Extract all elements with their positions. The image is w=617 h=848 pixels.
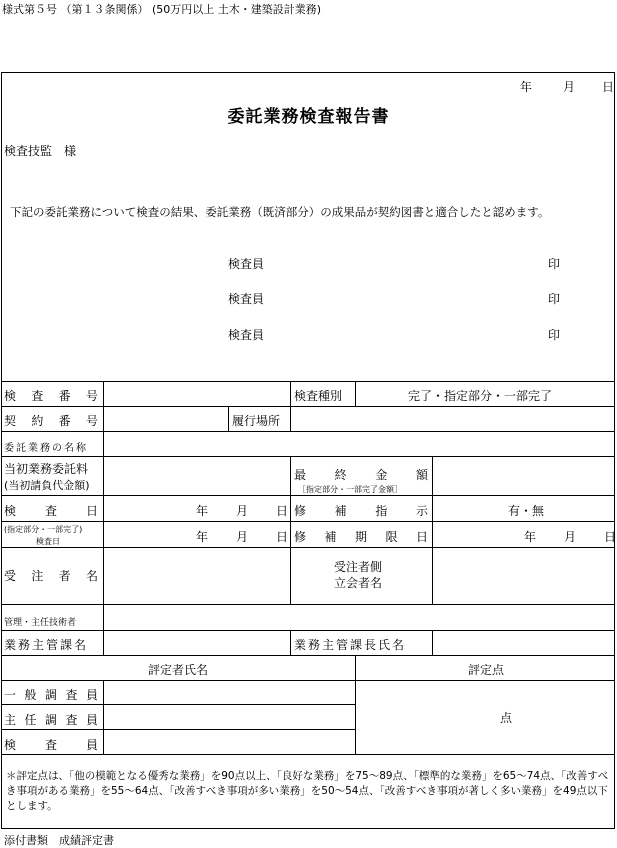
chief-inspector-label: 主 任 調 査 員 bbox=[4, 713, 98, 727]
inspection-date-label: 検 査 日 bbox=[4, 504, 98, 518]
inspector-label-3: 検査員 bbox=[228, 328, 265, 342]
evaluator-name-label: 評定者氏名 bbox=[148, 663, 209, 677]
table-rule bbox=[1, 406, 615, 407]
table-rule bbox=[1, 431, 615, 432]
attachment-line: 添付書類 成績評定書 bbox=[4, 834, 114, 847]
repair-instruction-label: 修 補 指 示 bbox=[294, 504, 428, 518]
contract-no-label: 契 約 番 号 bbox=[4, 414, 98, 428]
date-year: 年 bbox=[520, 80, 533, 94]
table-rule bbox=[1, 495, 615, 496]
table-rule bbox=[1, 754, 615, 755]
date-month-3: 月 bbox=[564, 530, 577, 544]
table-col-rule bbox=[228, 406, 229, 431]
table-col-rule bbox=[103, 381, 104, 655]
partial-sub: 検査日 bbox=[36, 537, 60, 546]
table-col-rule bbox=[290, 381, 291, 406]
evaluation-note: ＊評定点は、「他の模範となる優秀な業務」を90点以上、「良好な業務」を75～89点、「標準的な業務」を65～74点、「改善すべき事項がある業務」を55～64点、「改善すべき事項が多い業務」を50～54点、「改善すべき事項が著しく多い業務」を49点以下とします。 bbox=[6, 770, 609, 812]
seal-2: 印 bbox=[548, 292, 561, 306]
contractor-label: 受 注 者 名 bbox=[4, 569, 98, 583]
addressee: 検査技監 様 bbox=[4, 144, 77, 158]
inspection-type-value: 完了・指定部分・一部完了 bbox=[408, 389, 553, 403]
table-rule bbox=[1, 604, 615, 605]
table-col-rule bbox=[355, 381, 356, 406]
initial-fee-sub: (当初請負代金額) bbox=[4, 479, 90, 492]
inspection-no-label: 検 査 番 号 bbox=[4, 389, 98, 403]
table-col-rule bbox=[432, 630, 433, 655]
date-day-1: 日 bbox=[276, 504, 289, 518]
table-rule bbox=[1, 381, 615, 382]
date-month-1: 月 bbox=[236, 504, 249, 518]
table-rule bbox=[1, 547, 615, 548]
table-rule bbox=[1, 704, 355, 705]
table-col-rule bbox=[355, 655, 356, 754]
score-unit: 点 bbox=[500, 711, 513, 725]
date-month-2: 月 bbox=[236, 530, 249, 544]
final-amount-sub: ［指定部分・一部完了金額］ bbox=[298, 485, 402, 494]
table-col-rule bbox=[290, 630, 291, 655]
table-rule bbox=[1, 729, 355, 730]
work-name-label: 委託業務の名称 bbox=[4, 443, 88, 454]
date-year-2: 年 bbox=[196, 530, 209, 544]
table-col-rule bbox=[432, 456, 433, 604]
date-day: 日 bbox=[602, 80, 615, 94]
date-day-3: 日 bbox=[604, 530, 617, 544]
supervisor-chief-label: 業務主管課長氏名 bbox=[294, 638, 407, 652]
table-rule bbox=[1, 630, 615, 631]
table-col-rule bbox=[290, 456, 291, 604]
inspector-row-label: 検 査 員 bbox=[4, 738, 98, 752]
table-rule bbox=[1, 521, 615, 522]
initial-fee-label: 当初業務委託料 bbox=[4, 462, 89, 476]
chief-engineer-label: 管理・主任技術者 bbox=[4, 618, 77, 628]
document-title: 委託業務検査報告書 bbox=[227, 107, 390, 127]
seal-1: 印 bbox=[548, 257, 561, 271]
inspection-type-label: 検査種別 bbox=[294, 389, 343, 403]
supervisor-section-label: 業務主管課名 bbox=[4, 638, 89, 652]
contractor-witness-1: 受注者側 bbox=[334, 560, 383, 574]
general-inspector-label: 一 般 調 査 員 bbox=[4, 688, 98, 702]
table-rule bbox=[1, 456, 615, 457]
partial-label: (指定部分・一部完了) bbox=[4, 525, 83, 534]
repair-value: 有・無 bbox=[508, 504, 545, 518]
date-day-2: 日 bbox=[276, 530, 289, 544]
final-amount-label: 最 終 金 額 bbox=[294, 468, 428, 482]
seal-3: 印 bbox=[548, 328, 561, 342]
form-header: 様式第５号 （第１３条関係） (50万円以上 土木・建築設計業務) bbox=[2, 3, 322, 16]
score-label: 評定点 bbox=[468, 663, 505, 677]
contractor-witness-2: 立会者名 bbox=[334, 576, 383, 590]
inspector-label-1: 検査員 bbox=[228, 257, 265, 271]
statement: 下記の委託業務について検査の結果、委託業務（既済部分）の成果品が契約図書と適合したと認めます。 bbox=[10, 205, 550, 219]
date-month: 月 bbox=[563, 80, 576, 94]
date-year-3: 年 bbox=[524, 530, 537, 544]
inspector-label-2: 検査員 bbox=[228, 292, 265, 306]
date-year-1: 年 bbox=[196, 504, 209, 518]
location-label: 履行場所 bbox=[232, 414, 281, 428]
table-col-rule bbox=[290, 406, 291, 431]
table-col-rule bbox=[103, 680, 104, 754]
repair-deadline-label: 修 補 期 限 日 bbox=[294, 530, 428, 544]
table-rule bbox=[1, 680, 615, 681]
table-rule bbox=[1, 655, 615, 656]
